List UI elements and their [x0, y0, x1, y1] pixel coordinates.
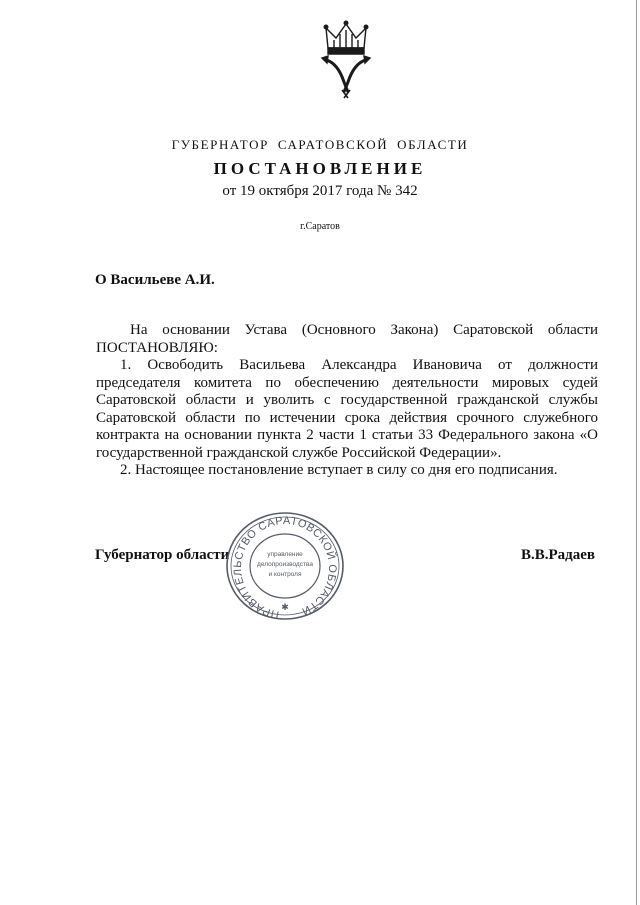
- document-city: г.Саратов: [300, 221, 340, 232]
- crown-sterlets-emblem-icon: [314, 18, 378, 100]
- seal-inner-line-3: и контроля: [268, 571, 302, 578]
- body-paragraph-preamble: На основании Устава (Основного Закона) Саратовской области ПОСТАНОВЛЯЮ:: [96, 322, 598, 356]
- document-body: [96, 322, 598, 480]
- body-paragraph-item-2: 2. Настоящее постановление вступает в силу со дня его подписания.: [120, 462, 558, 478]
- seal-star-icon: ✱: [281, 602, 289, 612]
- document-subject: О Васильеве А.И.: [95, 272, 215, 288]
- body-paragraph-item-1: 1. Освободить Васильева Александра Ивановича от должности председателя комитета по обеспечению деятельности мировых судей Саратовской области и уволить с государственной гражданской службы Саратовской области по истечении срока действия срочного служебного контракта на основании пункта 2 части 1 статьи 33 Федерального закона «О государственной гражданской службе Российской Федерации».: [96, 357, 598, 461]
- official-seal-stamp: [220, 508, 350, 624]
- scan-edge-line: [636, 0, 637, 905]
- document-type-title: ПОСТАНОВЛЕНИЕ: [213, 159, 427, 178]
- issuing-authority: ГУБЕРНАТОР САРАТОВСКОЙ ОБЛАСТИ: [171, 137, 469, 152]
- seal-inner-line-1: управление: [267, 551, 303, 558]
- seal-inner-line-2: делопроизводства: [257, 561, 313, 568]
- signatory-name: В.В.Радаев: [521, 547, 596, 563]
- signatory-title: Губернатор области: [95, 547, 230, 563]
- document-date-number: от 19 октября 2017 года № 342: [222, 183, 418, 199]
- seal-ring-text: ПРАВИТЕЛЬСТВО САРАТОВСКОЙ ОБЛАСТИ: [231, 514, 339, 621]
